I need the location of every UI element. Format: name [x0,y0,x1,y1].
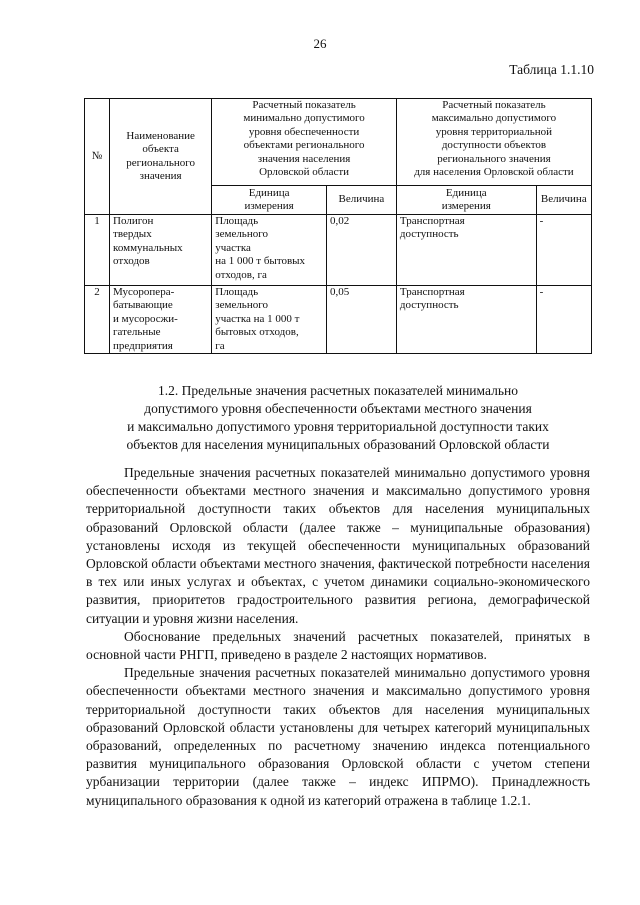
header-unit-1: Единица измерения [212,186,327,215]
section-heading-line: допустимого уровня обеспеченности объектами местного значения [144,401,532,416]
row-unit-1: Площадь земельного участка на 1 000 т бытовых отходов, га [212,215,327,286]
row-num: 1 [85,215,110,286]
table-caption: Таблица 1.1.10 [509,62,594,77]
header-group-accessibility: Расчетный показатель максимально допустимого уровня территориальной доступности объектов регионального значения для населения Орловской области [396,99,591,186]
table-row [85,215,592,286]
row-unit-2: Транспортная доступность [396,215,536,286]
table-header-row [85,99,592,186]
row-value-1: 0,02 [326,215,396,286]
section-heading-line: и максимально допустимого уровня территориальной доступности таких [127,419,549,434]
row-unit-1: Площадь земельного участка на 1 000 т бытовых отходов, га [212,286,327,354]
header-name: Наименование объекта регионального значения [110,99,212,215]
header-unit-2: Единица измерения [396,186,536,215]
header-value-2: Величина [536,186,591,215]
row-name: Мусоропера- батывающие и мусоросжи- гательные предприятия [110,286,212,354]
indicators-table [84,98,592,354]
header-value-1: Величина [326,186,396,215]
row-num: 2 [85,286,110,354]
section-heading-line: 1.2. Предельные значения расчетных показателей минимально [158,383,518,398]
table-row [85,286,592,354]
header-num: № [85,99,110,215]
paragraph: Предельные значения расчетных показателей минимально допустимого уровня обеспеченности объектами местного значения и максимально допустимого уровня территориальной доступности таких объектов для населения муниципальных образований Орловской области установлены для четырех категорий муниципальных образований, определенных по расчетному значению индекса потенциального развития муниципального образования Орловской области с учетом степени урбанизации территории (далее также – индекс ИПРМО). Принадлежность муниципального образования к одной из категорий отражена в таблице 1.2.1. [86,665,590,808]
header-group-provision: Расчетный показатель минимально допустимого уровня обеспеченности объектами регионального значения населения Орловской области [212,99,397,186]
paragraph: Предельные значения расчетных показателей минимально допустимого уровня обеспеченности объектами местного значения и максимально допустимого уровня территориальной доступности таких объектов для населения муниципальных образований Орловской области (далее также – муниципальные образования) установлены исходя из текущей обеспеченности муниципальных образований Орловской области объектами местного значения, фактической потребности населения в тех или иных услугах и объектах, с учетом динамики социально-экономического развития, приоритетов градостроительного развития региона, демографической ситуации и уровня жизни населения. [86,465,590,626]
row-value-2: - [536,215,591,286]
row-name: Полигон твердых коммунальных отходов [110,215,212,286]
row-value-2: - [536,286,591,354]
page-number: 26 [313,36,327,51]
section-heading [84,382,592,454]
row-unit-2: Транспортная доступность [396,286,536,354]
section-heading-line: объектов для населения муниципальных образований Орловской области [126,437,550,452]
row-value-1: 0,05 [326,286,396,354]
body-text [86,464,590,810]
paragraph: Обоснование предельных значений расчетных показателей, принятых в основной части РНГП, приведено в разделе 2 настоящих нормативов. [86,628,590,663]
